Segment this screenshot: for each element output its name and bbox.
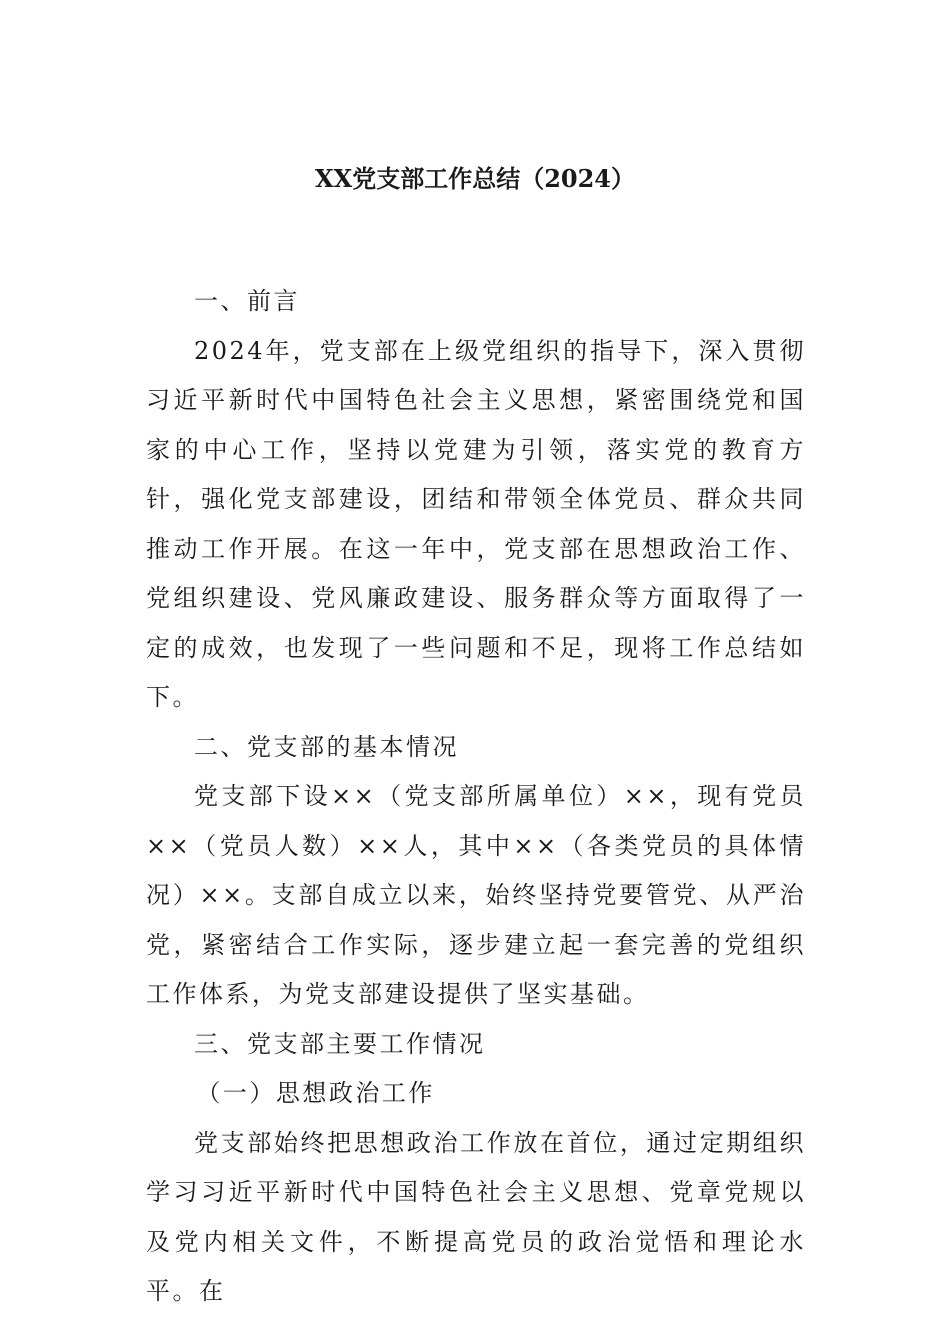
paragraph-preface: 2024年，党支部在上级党组织的指导下，深入贯彻习近平新时代中国特色社会主义思想，紧密围绕党和国家的中心工作，坚持以党建为引领，落实党的教育方针，强化党支部建设，团结和带领全体党员、群众共同推动工作开展。在这一年中，党支部在思想政治工作、党组织建设、党风廉政建设、服务群众等方面取得了一定的成效，也发现了一些问题和不足，现将工作总结如下。 [146, 336, 806, 711]
section-heading-preface: 一、前言 [194, 287, 300, 315]
document-body [146, 277, 806, 1317]
document-title: XX党支部工作总结（2024） [314, 164, 636, 193]
paragraph-basic-info: 党支部下设××（党支部所属单位）××，现有党员××（党员人数）××人，其中××（各类党员的具体情况）××。支部自成立以来，始终坚持党要管党、从严治党，紧密结合工作实际，逐步建立起一套完善的党组织工作体系，为党支部建设提供了坚实基础。 [146, 782, 806, 1008]
section-heading-basic-info: 二、党支部的基本情况 [194, 732, 459, 761]
section-heading-main-work: 三、党支部主要工作情况 [194, 1029, 486, 1058]
subheading-ideological-work: （一）思想政治工作 [196, 1079, 435, 1107]
paragraph-ideological-work: 党支部始终把思想政治工作放在首位，通过定期组织学习习近平新时代中国特色社会主义思想、党章党规以及党内相关文件，不断提高党员的政治觉悟和理论水平。在 [146, 1128, 806, 1305]
